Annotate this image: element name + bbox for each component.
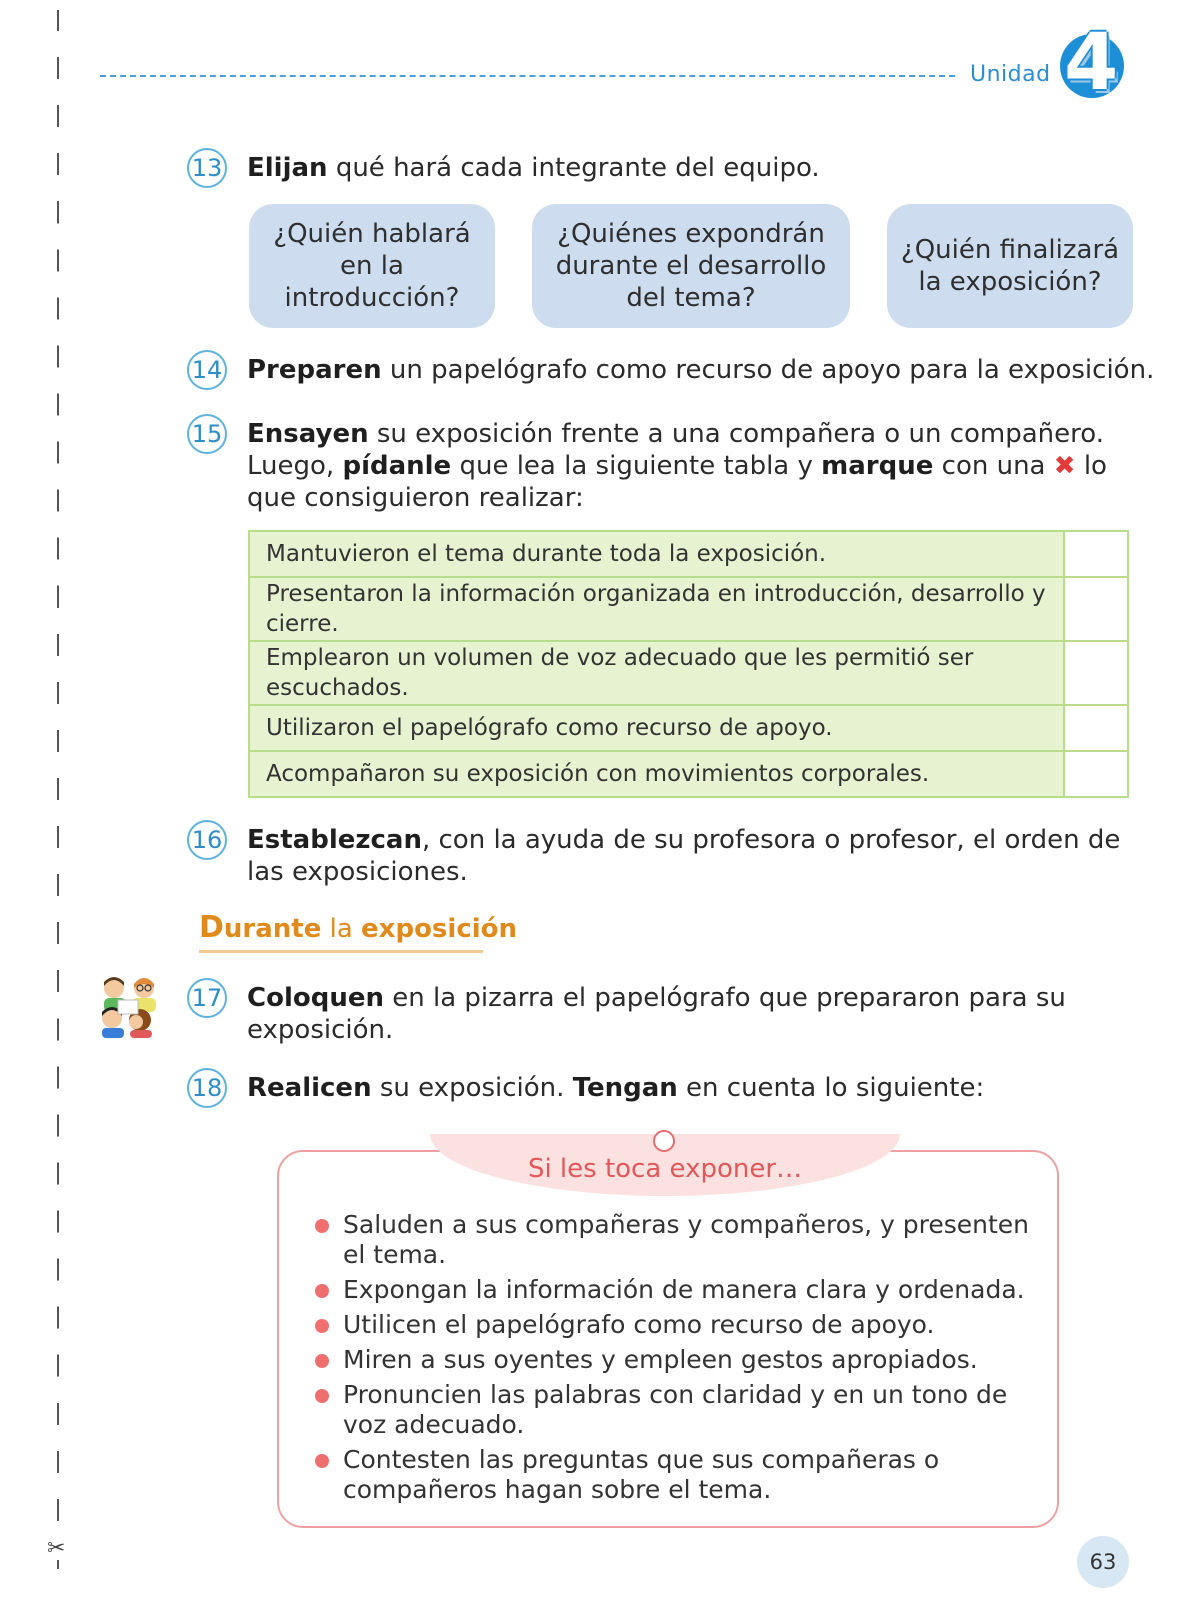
checkbox-cell[interactable] (1064, 577, 1128, 641)
question-number-13: 13 (187, 148, 227, 188)
question-15-verb: Ensayen (247, 419, 369, 449)
bullet-icon (315, 1454, 329, 1468)
cut-line (57, 10, 59, 1590)
question-18-verb: Realicen (247, 1073, 372, 1103)
question-number-16: 16 (187, 820, 227, 860)
bullet-icon (315, 1389, 329, 1403)
checkbox-cell[interactable] (1064, 531, 1128, 577)
question-15-line-3: que consiguieron realizar: (247, 483, 584, 513)
question-15-line-2: Luego, pídanle que lea la siguiente tabla y marque con una ✖ lo (247, 451, 1107, 481)
role-bubble-development: ¿Quiénes expondrán durante el desarrollo del tema? (532, 204, 850, 328)
tips-list (313, 1210, 1033, 1510)
bullet-icon (315, 1354, 329, 1368)
table-cell-criterion: Emplearon un volumen de voz adecuado que les permitió ser escuchados. (249, 641, 1064, 705)
list-item: Contesten las preguntas que sus compañeras o compañeros hagan sobre el tema. (313, 1445, 1033, 1505)
list-item: Pronuncien las palabras con claridad y en un tono de voz adecuado. (313, 1380, 1033, 1440)
question-18-verb-2: Tengan (572, 1073, 678, 1103)
table-row (249, 705, 1128, 751)
scissors-icon: ✂ (47, 1536, 66, 1561)
x-mark-icon: ✖ (1053, 451, 1076, 481)
question-14-verb: Preparen (247, 355, 382, 385)
question-17-verb: Coloquen (247, 983, 384, 1013)
bullet-icon (315, 1319, 329, 1333)
question-17-text (247, 982, 1127, 1046)
question-18-text: Realicen su exposición. Tengan en cuenta lo siguiente: (247, 1073, 985, 1103)
table-cell-criterion: Presentaron la información organizada en introducción, desarrollo y cierre. (249, 577, 1064, 641)
question-13-verb: Elijan (247, 153, 328, 183)
table-row (249, 641, 1128, 705)
table-row (249, 751, 1128, 797)
checkbox-cell[interactable] (1064, 641, 1128, 705)
table-row (249, 531, 1128, 577)
page-number: 63 (1077, 1536, 1129, 1588)
question-17-rest: en la pizarra el papelógrafo que prepararon para su exposición. (247, 983, 1066, 1045)
question-number-15: 15 (187, 414, 227, 454)
question-13-text (247, 152, 820, 184)
list-item: Expongan la información de manera clara y ordenada. (313, 1275, 1033, 1305)
question-16-verb: Establezcan (247, 825, 422, 855)
role-bubble-introduction: ¿Quién hablará en la introducción? (249, 204, 495, 328)
question-number-17: 17 (187, 978, 227, 1018)
question-number-18: 18 (187, 1068, 227, 1108)
question-13-rest: qué hará cada integrante del equipo. (327, 153, 820, 183)
table-cell-criterion: Utilizaron el papelógrafo como recurso de apoyo. (249, 705, 1064, 751)
list-item: Utilicen el papelógrafo como recurso de apoyo. (313, 1310, 1033, 1340)
question-16-rest: , con la ayuda de su profesora o profesor, el orden de las exposiciones. (247, 825, 1121, 887)
bullet-icon (315, 1284, 329, 1298)
unit-label: Unidad (970, 62, 1051, 87)
unit-number: 4 (1064, 18, 1119, 108)
section-heading: Durante la exposición (199, 910, 518, 945)
question-14-rest: un papelógrafo como recurso de apoyo para la exposición. (381, 355, 1155, 385)
hanging-ring-icon (653, 1130, 675, 1152)
question-number-14: 14 (187, 350, 227, 390)
list-item: Saluden a sus compañeras y compañeros, y presenten el tema. (313, 1210, 1033, 1270)
header-rule (100, 75, 955, 77)
role-bubble-conclusion: ¿Quién finalizará la exposición? (887, 204, 1133, 328)
bullet-icon (315, 1219, 329, 1233)
self-evaluation-table (248, 530, 1129, 798)
table-row (249, 577, 1128, 641)
checkbox-cell[interactable] (1064, 751, 1128, 797)
list-item: Miren a sus oyentes y empleen gestos apropiados. (313, 1345, 1033, 1375)
question-15-text (247, 418, 1127, 514)
section-underline (199, 950, 483, 953)
group-of-children-icon (96, 974, 162, 1040)
question-14-text (247, 354, 1154, 386)
table-cell-criterion: Mantuvieron el tema durante toda la exposición. (249, 531, 1064, 577)
tips-title: Si les toca exponer… (527, 1154, 803, 1184)
question-16-text (247, 824, 1127, 888)
table-cell-criterion: Acompañaron su exposición con movimientos corporales. (249, 751, 1064, 797)
question-15-line-1: Ensayen su exposición frente a una compañera o un compañero. (247, 419, 1104, 449)
checkbox-cell[interactable] (1064, 705, 1128, 751)
